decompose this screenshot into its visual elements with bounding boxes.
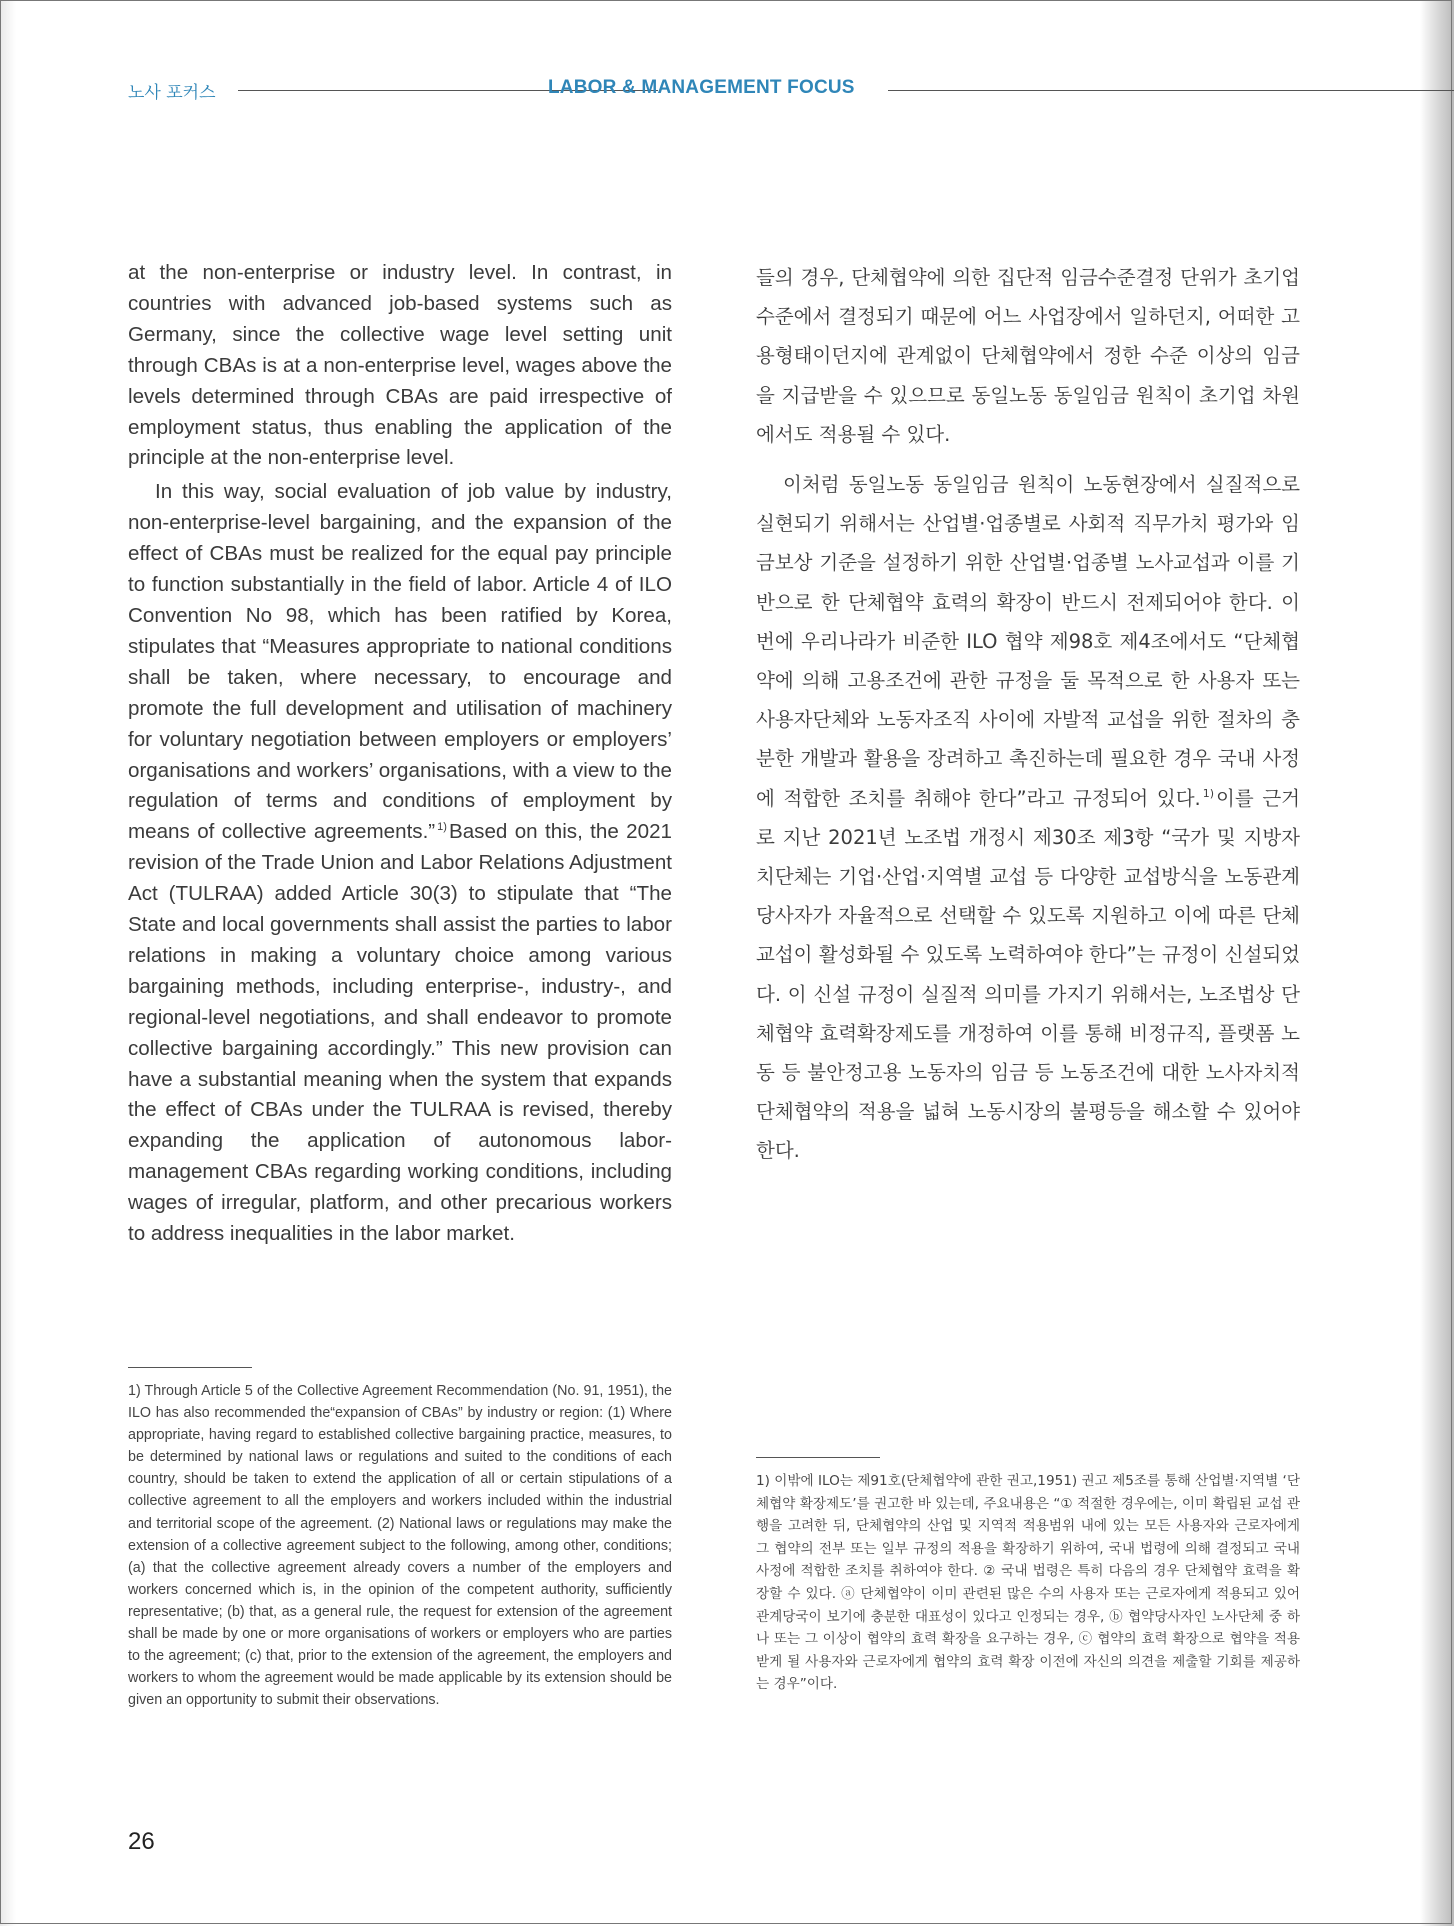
korean-footnote-marker[interactable]: 1) [1202, 786, 1215, 800]
korean-paragraph-2-text-b: 이를 근거로 지난 2021년 노조법 개정시 제30조 제3항 “국가 및 지방자치단체는 기업·산업·지역별 교섭 등 다양한 교섭방식을 노동관계 당사자가 자율적으로 선택할 수 있도록 지원하고 이에 따른 단체교섭이 활성화될 수 있도록 노력하여야 한다”는 규정이 신설되었다. 이 신설 규정이 실질적 의미를 가지기 위해서는, 노조법상 단체협약 효력확장제도를 개정하여 이를 통해 비정규직, 플랫폼 노동 등 불안정고용 노동자의 임금 등 노동조건에 대한 노사자치적 단체협약의 적용을 넓혀 노동시장의 불평등을 해소할 수 있어야 한다. [756, 786, 1301, 1163]
english-paragraph-2 [128, 477, 672, 1250]
english-paragraph-2-text-a: In this way, social evaluation of job value by industry, non-enterprise-level bargaining, and the expansion of the effect of CBAs must be realized for the equal pay principle to function substantially in the field of labor. Article 4 of ILO Convention No 98, which has been ratified by Korea, stipulates that “Measures appropriate to national conditions shall be taken, where necessary, to encourage and promote the full development and utilisation of machinery for voluntary negotiation between employers or employers’ organisations and workers’ organisations, with a view to the regulation of terms and conditions of employment by means of collective agreements.” [128, 480, 672, 844]
korean-paragraph-1: 들의 경우, 단체협약에 의한 집단적 임금수준결정 단위가 초기업 수준에서 결정되기 때문에 어느 사업장에서 일하던지, 어떠한 고용형태이던지에 관계없이 단체협약에서 정한 수준 이상의 임금을 지급받을 수 있으므로 동일노동 동일임금 원칙이 초기업 차원에서도 적용될 수 있다. [756, 266, 1300, 446]
english-footnote-marker[interactable]: 1) [437, 821, 447, 834]
korean-footnote-rule [756, 1457, 880, 1458]
page-right-shadow [1420, 0, 1454, 1926]
header-rule-right [888, 90, 1454, 91]
korean-column [756, 258, 1300, 1171]
english-footnote: 1) Through Article 5 of the Collective Agreement Recommendation (No. 91, 1951), the ILO has also recommended the“expansion of CBAs” by industry or region: (1) Where appropriate, having regard to established collective bargaining practice, measures, to be determined by national laws or regulations and suited to the conditions of each country, should be taken to extend the application of all or certain stipulations of a collective agreement to all the employers and workers included within the industrial and territorial scope of the agreement. (2) National laws or regulations may make the extension of a collective agreement subject to the following, among other, conditions; (a) that the collective agreement already covers a number of the employers and workers concerned which is, in the opinion of the competent authority, sufficiently representative; (b) that, as a general rule, the request for extension of the agreement shall be made by one or more organisations of workers or employers who are parties to the agreement; (c) that, prior to the extension of the agreement, the employers and workers to whom the agreement would be made applicable by its extension should be given an opportunity to submit their observations. [128, 1383, 672, 1709]
english-column [128, 258, 672, 1250]
english-paragraph-2-text-b: Based on this, the 2021 revision of the Trade Union and Labor Relations Adjustment Act (TULRAA) added Article 30(3) to stipulate that “The State and local governments shall assist the parties to labor relations in making a voluntary choice among various bargaining methods, including enterprise-, industry-, and regional-level negotiations, and shall endeavor to promote collective bargaining accordingly.” This new provision can have a substantial meaning when the system that expands the effect of CBAs under the TULRAA is revised, thereby expanding the application of autonomous labor-management CBAs regarding working conditions, including wages of irregular, platform, and other precarious workers to address inequalities in the labor market. [128, 820, 672, 1246]
korean-paragraph-2-text-a: 이처럼 동일노동 동일임금 원칙이 노동현장에서 실질적으로 실현되기 위해서는 산업별·업종별로 사회적 직무가치 평가와 임금보상 기준을 설정하기 위한 산업별·업종별 노사교섭과 이를 기반으로 한 단체협약 효력의 확장이 반드시 전제되어야 한다. 이번에 우리나라가 비준한 ILO 협약 제98호 제4조에서도 “단체협약에 의해 고용조건에 관한 규정을 둘 목적으로 한 사용자 또는 사용자단체와 노동자조직 사이에 자발적 교섭을 위한 절차의 충분한 개발과 활용을 장려하고 촉진하는데 필요한 경우 국내 사정에 적합한 조치를 취해야 한다”라고 규정되어 있다. [756, 473, 1300, 810]
running-header [128, 78, 1454, 102]
section-title-english: LABOR & MANAGEMENT FOCUS [548, 77, 855, 98]
page-left-shadow [0, 0, 16, 1926]
section-title-korean: 노사 포커스 [128, 83, 216, 103]
page-number: 26 [128, 1828, 155, 1855]
korean-paragraph-2 [756, 465, 1300, 1171]
english-paragraph-1: at the non-enterprise or industry level. In contrast, in countries with advanced job-based systems such as Germany, since the collective wage level setting unit through CBAs is at a non-enterprise level, wages above the levels determined through CBAs are paid irrespective of employment status, thus enabling the application of the principle at the non-enterprise level. [128, 261, 672, 470]
english-footnote-rule [128, 1367, 252, 1368]
korean-footnote: 1) 이밖에 ILO는 제91호(단체협약에 관한 권고,1951) 권고 제5조를 통해 산업별·지역별 ‘단체협약 확장제도’를 권고한 바 있는데, 주요내용은 “① 적절한 경우에는, 이미 확립된 교섭 관행을 고려한 뒤, 단체협약의 산업 및 지역적 적용범위 내에 있는 모든 사용자와 근로자에게 그 협약의 전부 또는 일부 규정의 적용을 확장하기 위하여, 국내 법령에 의해 결정되고 국내 사정에 적합한 조치를 취하여야 한다. ② 국내 법령은 특히 다음의 경우 단체협약 효력을 확장할 수 있다. ⓐ 단체협약이 이미 관련된 많은 수의 사용자 또는 근로자에게 적용되고 있어 관계당국이 보기에 충분한 대표성이 있다고 인정되는 경우, ⓑ 협약당사자인 노사단체 중 하나 또는 그 이상이 협약의 효력 확장을 요구하는 경우, ⓒ 협약의 효력 확장으로 협약을 적용 받게 될 사용자와 근로자에게 협약의 효력 확장 이전에 자신의 의견을 제출할 기회를 제공하는 경우”이다. [756, 1473, 1300, 1693]
